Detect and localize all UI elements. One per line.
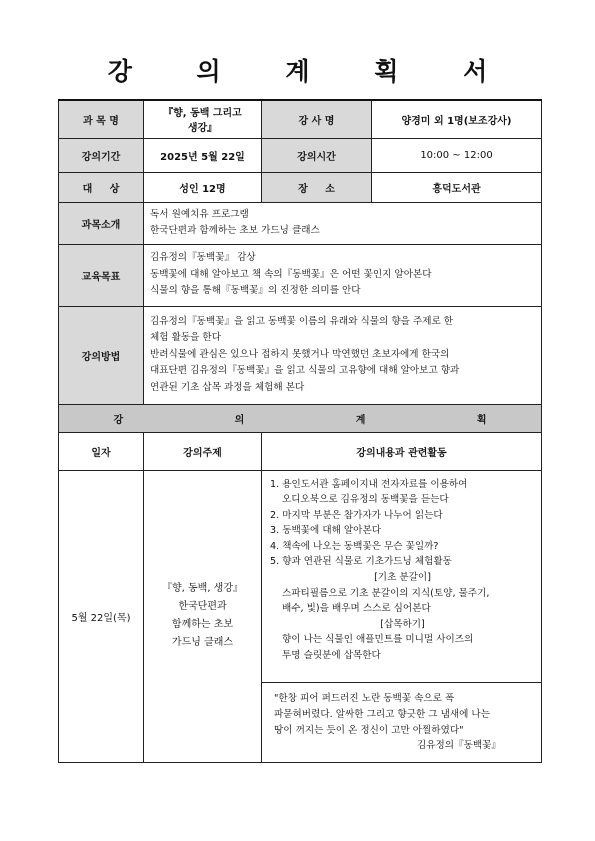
plan-section-title xyxy=(59,404,542,432)
col-date-header: 일자 xyxy=(59,432,144,470)
intro-text xyxy=(144,202,542,244)
goal-line: 동백꽃에 대해 알아보고 책 속의『동백꽃』은 어떤 꽃인지 알아본다 xyxy=(150,268,432,280)
course-label: 과 목 명 xyxy=(59,100,144,138)
time-label: 강의시간 xyxy=(262,138,372,172)
quote-line: 파묻혀버렸다. 알싸한 그리고 향긋한 그 냄새에 나는 xyxy=(274,708,490,720)
goal-line: 식물의 향을 통해『동백꽃』의 진정한 의미를 안다 xyxy=(150,285,361,297)
plan-activity-row xyxy=(59,470,542,682)
goal-text xyxy=(144,244,542,306)
activity-item: 배수, 빛)을 배우며 스스로 심어본다 xyxy=(282,603,431,615)
plan-header-row xyxy=(59,432,542,470)
place-value: 흥덕도서관 xyxy=(372,172,542,202)
method-line: 연관된 기초 삽목 과정을 체험해 본다 xyxy=(150,381,305,393)
quote-line: "한창 피어 퍼드러진 노란 동백꽃 속으로 폭 xyxy=(274,693,455,705)
goal-row xyxy=(59,244,542,306)
intro-label: 과목소개 xyxy=(59,202,144,244)
method-text xyxy=(144,306,542,404)
method-row xyxy=(59,306,542,404)
target-value: 성인 12명 xyxy=(144,172,262,202)
period-row xyxy=(59,138,542,172)
activity-item: 2. 마지막 부분은 참가자가 나누어 읽는다 xyxy=(270,509,443,521)
period-label: 강의기간 xyxy=(59,138,144,172)
activity-item: 3. 동백꽃에 대해 알아본다 xyxy=(270,525,381,537)
lecture-plan-table xyxy=(58,99,542,763)
intro-row xyxy=(59,202,542,244)
plan-topic-line: 『향, 동백, 생강』 xyxy=(161,583,243,594)
course-value xyxy=(144,100,262,138)
activity-item: 오디오북으로 김유정의 동백꽃을 듣는다 xyxy=(282,494,449,506)
quote-source: 김유정의『동백꽃』 xyxy=(416,740,501,752)
col-topic-header: 강의주제 xyxy=(144,432,262,470)
plan-topic-line: 가드닝 클래스 xyxy=(171,637,234,648)
method-line: 체험 활동을 한다 xyxy=(150,332,221,344)
goal-line: 김유정의『동백꽃』 감상 xyxy=(150,252,256,264)
instructor-value: 양경미 외 1명(보조강사) xyxy=(372,100,542,138)
course-value-line2: 생강』 xyxy=(187,123,218,135)
place-label: 장 소 xyxy=(262,172,372,202)
plan-section-title-text: 강 의 계 획 xyxy=(113,414,541,426)
plan-topic-line: 함께하는 초보 xyxy=(171,619,234,630)
quote-line: 땅이 꺼지는 듯이 온 정신이 고만 아찔하였다" xyxy=(274,724,464,736)
goal-label: 교육목표 xyxy=(59,244,144,306)
activity-item: 5. 향과 연관된 식물로 기초가드닝 체험활동 xyxy=(270,556,452,568)
target-label: 대 상 xyxy=(59,172,144,202)
time-value: 10:00 ~ 12:00 xyxy=(372,138,542,172)
intro-line: 독서 원예치유 프로그램 xyxy=(150,208,249,220)
plan-activities xyxy=(262,470,542,682)
instructor-label: 강 사 명 xyxy=(262,100,372,138)
col-content-header: 강의내용과 관련활동 xyxy=(262,432,542,470)
plan-date: 5월 22일(목) xyxy=(59,470,144,762)
plan-topic-line: 한국단편과 xyxy=(178,601,227,612)
activity-item: 투명 슬릿분에 삽목한다 xyxy=(282,650,381,662)
activity-item: 향이 나는 식물인 애플민트를 미니멀 사이즈의 xyxy=(282,634,474,646)
activity-subheading: [삽목하기] xyxy=(380,618,425,630)
plan-quote xyxy=(262,682,542,762)
course-row xyxy=(59,100,542,138)
method-line: 김유정의『동백꽃』을 읽고 동백꽃 이름의 유래와 식물의 향을 주제로 한 xyxy=(150,315,454,327)
activity-item: 스파티필름으로 기초 분갈이의 지식(토양, 물주기, xyxy=(282,587,490,599)
method-line: 대표단편 김유정의『동백꽃』을 읽고 식물의 고유향에 대해 알아보고 향과 xyxy=(150,365,460,377)
period-value: 2025년 5월 22일 xyxy=(144,138,262,172)
target-row xyxy=(59,172,542,202)
plan-topic xyxy=(144,470,262,762)
activity-item: 1. 용인도서관 홈페이지내 전자자료를 이용하여 xyxy=(270,478,468,490)
course-value-line1: 『향, 동백 그리고 xyxy=(163,108,242,120)
activity-item: 4. 책속에 나오는 동백꽃은 무슨 꽃일까? xyxy=(270,540,439,552)
method-label: 강의방법 xyxy=(59,306,144,404)
intro-line: 한국단편과 함께하는 초보 가드닝 클래스 xyxy=(150,225,320,236)
method-line: 반려식물에 관심은 있으나 접하지 못했거나 막연했던 초보자에게 한국의 xyxy=(150,348,450,360)
plan-section-row xyxy=(59,404,542,432)
activity-subheading: [기초 분갈이] xyxy=(374,572,431,584)
page-title: 강 의 계 획 서 xyxy=(107,57,516,86)
